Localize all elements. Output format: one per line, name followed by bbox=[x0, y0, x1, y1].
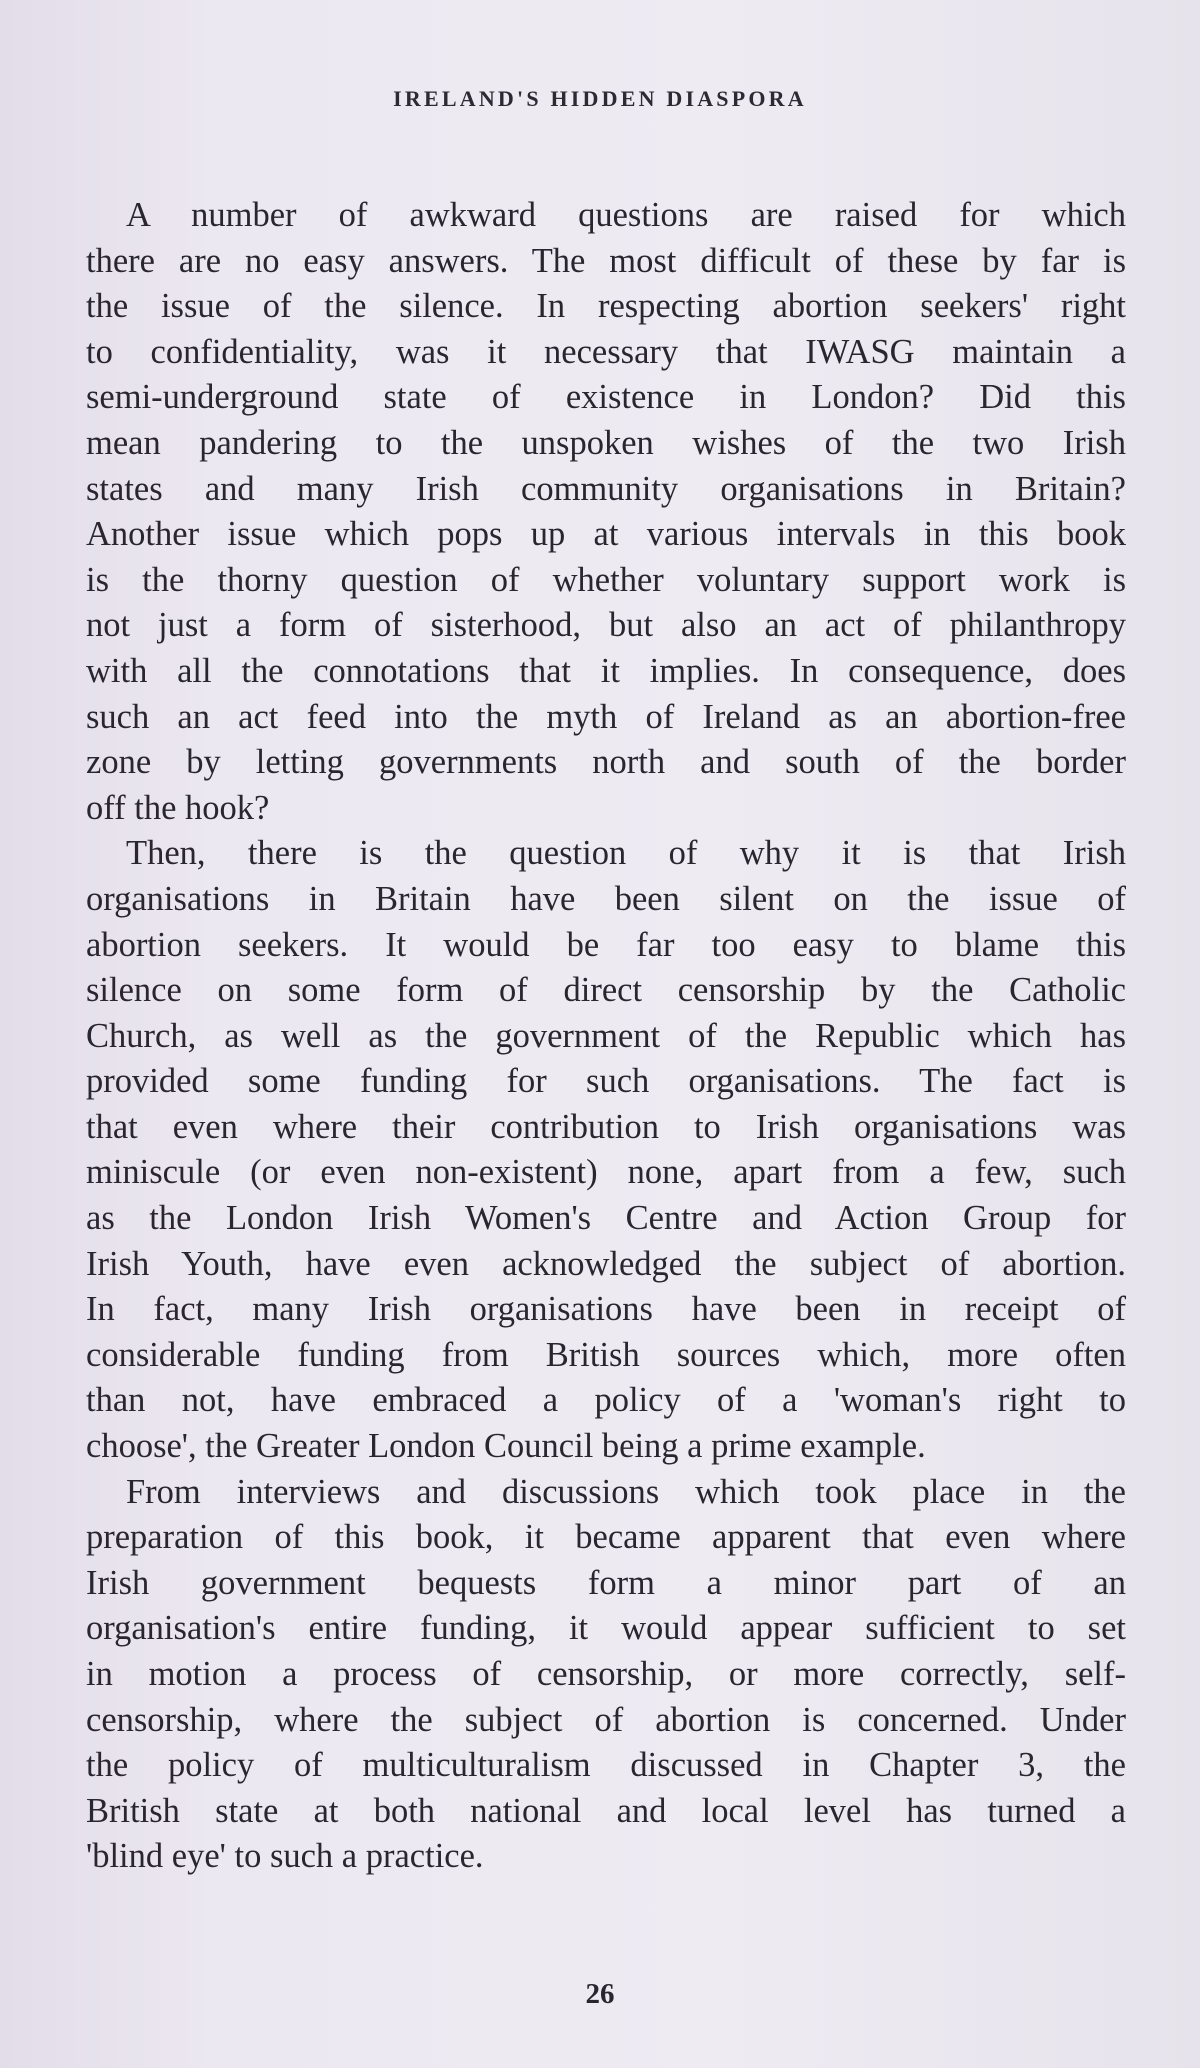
text-line: From interviews and discussions which took place in the bbox=[126, 1472, 1126, 1511]
running-head: IRELAND'S HIDDEN DIASPORA bbox=[393, 86, 807, 111]
text-line: off the hook? bbox=[86, 788, 270, 827]
text-line: Irish Youth, have even acknowledged the subject of abortion. bbox=[86, 1244, 1126, 1283]
text-line: zone by letting governments north and south of the border bbox=[86, 743, 1126, 782]
text-line: that even where their contribution to Irish organisations was bbox=[86, 1107, 1126, 1146]
text-line: organisations in Britain have been silent on the issue of bbox=[86, 879, 1126, 918]
text-line: the issue of the silence. In respecting abortion seekers' right bbox=[86, 287, 1126, 326]
text-line: than not, have embraced a policy of a 'woman's right to bbox=[86, 1381, 1126, 1420]
text-line: the policy of multiculturalism discussed in Chapter 3, the bbox=[86, 1746, 1126, 1785]
text-line: is the thorny question of whether voluntary support work is bbox=[86, 560, 1126, 599]
text-line: preparation of this book, it became apparent that even where bbox=[86, 1518, 1126, 1557]
text-line: abortion seekers. It would be far too easy to blame this bbox=[86, 925, 1126, 964]
text-line: not just a form of sisterhood, but also an act of philanthropy bbox=[86, 606, 1126, 645]
text-line: provided some funding for such organisations. The fact is bbox=[86, 1062, 1126, 1101]
text-line: as the London Irish Women's Centre and Action Group for bbox=[86, 1199, 1126, 1238]
text-line: mean pandering to the unspoken wishes of the two Irish bbox=[86, 423, 1126, 462]
text-line: organisation's entire funding, it would appear sufficient to set bbox=[86, 1609, 1126, 1648]
body-text bbox=[86, 193, 1126, 1880]
text-line: semi-underground state of existence in London? Did this bbox=[86, 378, 1126, 417]
text-line: with all the connotations that it implies. In consequence, does bbox=[86, 651, 1126, 690]
text-line: censorship, where the subject of abortion is concerned. Under bbox=[86, 1700, 1126, 1739]
text-line: states and many Irish community organisations in Britain? bbox=[86, 469, 1126, 508]
text-line: A number of awkward questions are raised for which bbox=[126, 196, 1126, 234]
text-line: choose', the Greater London Council being a prime example. bbox=[86, 1427, 926, 1466]
text-line: Then, there is the question of why it is that Irish bbox=[126, 834, 1126, 873]
text-line: to confidentiality, was it necessary that IWASG maintain a bbox=[86, 332, 1126, 371]
text-line: British state at both national and local level has turned a bbox=[86, 1791, 1126, 1830]
text-line: there are no easy answers. The most difficult of these by far is bbox=[86, 241, 1126, 280]
text-line: 'blind eye' to such a practice. bbox=[86, 1837, 484, 1876]
text-line: in motion a process of censorship, or more correctly, self- bbox=[86, 1655, 1126, 1693]
text-line: In fact, many Irish organisations have been in receipt of bbox=[86, 1290, 1126, 1329]
text-line: such an act feed into the myth of Ireland as an abortion-free bbox=[86, 697, 1126, 736]
text-line: Irish government bequests form a minor part of an bbox=[86, 1563, 1126, 1602]
page-number: 26 bbox=[585, 1978, 615, 2010]
text-line: silence on some form of direct censorship by the Catholic bbox=[86, 971, 1126, 1010]
text-line: miniscule (or even non-existent) none, apart from a few, such bbox=[86, 1153, 1126, 1192]
text-line: considerable funding from British sources which, more often bbox=[86, 1335, 1126, 1374]
text-line: Church, as well as the government of the Republic which has bbox=[86, 1016, 1126, 1055]
text-line: Another issue which pops up at various intervals in this book bbox=[86, 515, 1126, 554]
